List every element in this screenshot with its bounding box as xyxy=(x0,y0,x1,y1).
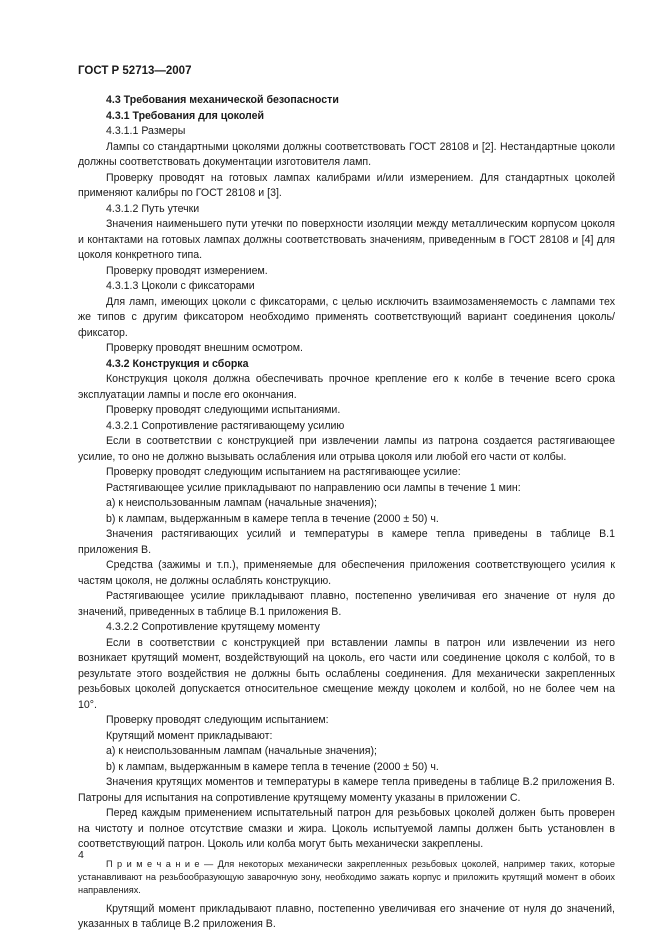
page-number: 4 xyxy=(78,849,84,861)
paragraph: 4.3.1.2 Путь утечки xyxy=(106,202,200,215)
paragraph: Значения наименьшего пути утечки по поверхности изоляции между металлическим корпусом цоколя и контактами на готовых лампах должны соответствовать значениям, приведенным в ГОСТ 28108 и [4] для цоколя конкретного типа. xyxy=(78,218,615,261)
list-item: a) к неиспользованным лампам (начальные значения); xyxy=(106,497,377,509)
section-heading: 4.3 Требования механической безопасности xyxy=(106,94,339,106)
list-item: b) к лампам, выдержанным в камере тепла в течение (2000 ± 50) ч. xyxy=(106,512,439,525)
final-paragraph: Крутящий момент прикладывают плавно, постепенно увеличивая его значение от нуля до значений, указанных в таблице В.2 приложения В. xyxy=(78,902,615,930)
paragraph: 4.3.1.3 Цоколи с фиксаторами xyxy=(106,280,255,292)
paragraph: Конструкция цоколя должна обеспечивать прочное крепление его к колбе в течение всего срока эксплуатации лампы и после его окончания. xyxy=(78,373,615,401)
paragraph: 4.3.2.2 Сопротивление крутящему моменту xyxy=(106,621,320,633)
paragraph: 4.3.1.1 Размеры xyxy=(106,125,186,137)
paragraph: Проверку проводят на готовых лампах калибрами и/или измерением. Для стандартных цоколей применяют калибры по ГОСТ 28108 и [3]. xyxy=(78,171,615,199)
document-body xyxy=(78,93,615,933)
list-item: b) к лампам, выдержанным в камере тепла в течение (2000 ± 50) ч. xyxy=(106,760,439,773)
note xyxy=(78,858,615,897)
paragraph: Перед каждым применением испытательный патрон для резьбовых цоколей должен быть проверен на чистоту и полное отсутствие смазки и жира. Цоколь испытуемой лампы должен быть установлен в соответствующий патрон. Цоколь или колба могут быть механически закреплены. xyxy=(78,807,615,850)
paragraph: Для ламп, имеющих цоколи с фиксаторами, с целью исключить взаимозаменяемость с лампами тех же типов с другим фиксатором необходимо применять соответствующий вариант соединения цоколь/фиксатор. xyxy=(78,295,615,339)
paragraph: Значения растягивающих усилий и температуры в камере тепла приведены в таблице В.1 приложения В. xyxy=(78,528,615,556)
paragraph: Проверку проводят следующим испытанием на растягивающее усилие: xyxy=(106,466,461,478)
note-text: — Для некоторых механически закрепленных резьбовых цоколей, например таких, которые устанавливают на резьбообразующую заварочную зону, необходимо зажать корпус и приложить крутящий момент в обоих направлениях. xyxy=(78,858,615,895)
list-item: a) к неиспользованным лампам (начальные значения); xyxy=(106,745,377,757)
paragraph: Крутящий момент прикладывают: xyxy=(106,729,273,742)
section-heading: 4.3.1 Требования для цоколей xyxy=(106,109,265,122)
paragraph: 4.3.2.1 Сопротивление растягивающему усилию xyxy=(106,419,345,432)
paragraph: Значения крутящих моментов и температуры в камере тепла приведены в таблице В.2 приложения В. Патроны для испытания на сопротивление крутящему моменту указаны в приложении С. xyxy=(78,776,615,804)
paragraph: Проверку проводят следующим испытанием: xyxy=(106,714,329,726)
document-header: ГОСТ Р 52713—2007 xyxy=(78,65,192,77)
section-heading: 4.3.2 Конструкция и сборка xyxy=(106,357,249,370)
paragraph: Если в соответствии с конструкцией при вставлении лампы в патрон или извлечении из него возникает крутящий момент, воздействующий на цоколь, его части или соединение цоколя с колбой, то в результате этого воздействия не должны быть ослаблены соединения. Для механически закрепленных резьбовых цоколей допускается относительное смещение между цоколем и колбой, но не более чем на 10°. xyxy=(78,636,615,711)
paragraph: Растягивающее усилие прикладывают по направлению оси лампы в течение 1 мин: xyxy=(106,481,521,494)
paragraph: Средства (зажимы и т.п.), применяемые для обеспечения приложения соответствующего усилия к частям цоколя, не должны ослаблять конструкцию. xyxy=(78,559,615,587)
paragraph: Если в соответствии с конструкцией при извлечении лампы из патрона создается растягивающее усилие, то оно не должно вызывать ослабления или отрыва цоколя или любой его части от колбы. xyxy=(78,435,615,463)
note-label: П р и м е ч а н и е xyxy=(106,858,200,869)
paragraph: Лампы со стандартными цоколями должны соответствовать ГОСТ 28108 и [2]. Нестандартные цоколи должны соответствовать документации изготовителя ламп. xyxy=(78,140,615,168)
paragraph: Проверку проводят следующими испытаниями. xyxy=(106,404,341,416)
paragraph-list xyxy=(78,93,615,853)
paragraph: Проверку проводят измерением. xyxy=(106,264,268,277)
paragraph: Проверку проводят внешним осмотром. xyxy=(106,342,303,354)
paragraph: Растягивающее усилие прикладывают плавно, постепенно увеличивая его значение от нуля до значений, приведенных в таблице В.1 приложения В. xyxy=(78,590,615,618)
